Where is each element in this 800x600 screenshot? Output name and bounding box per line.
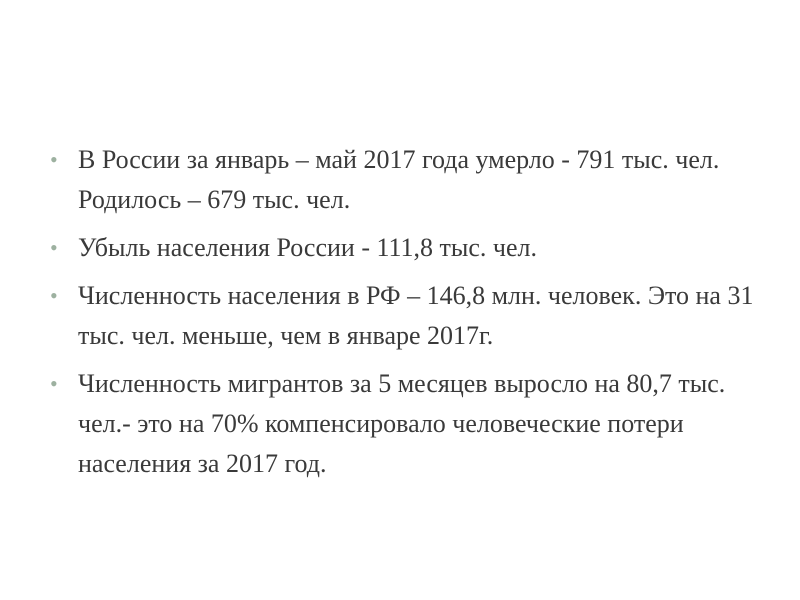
bullet-text: Численность мигрантов за 5 месяцев выросло на 80,7 тыс. чел.- это на 70% компенсировало человеческие потери населения за 2017 год. [78, 369, 726, 478]
bullet-item-deaths-births [48, 140, 768, 220]
bullet-icon: • [50, 235, 58, 260]
bullet-item-migrants [48, 364, 768, 484]
bullet-icon: • [50, 283, 58, 308]
bullet-icon: • [50, 371, 58, 396]
bullet-list [48, 140, 768, 492]
bullet-text: Численность населения в РФ – 146,8 млн. человек. Это на 31 тыс. чел. меньше, чем в январе 2017г. [78, 281, 754, 350]
bullet-icon: • [50, 147, 58, 172]
bullet-text: Убыль населения России - 111,8 тыс. чел. [78, 233, 538, 262]
bullet-text: В России за январь – май 2017 года умерло - 791 тыс. чел. Родилось – 679 тыс. чел. [78, 145, 720, 214]
bullet-item-population-total [48, 276, 768, 356]
bullet-item-population-decline [48, 228, 768, 268]
